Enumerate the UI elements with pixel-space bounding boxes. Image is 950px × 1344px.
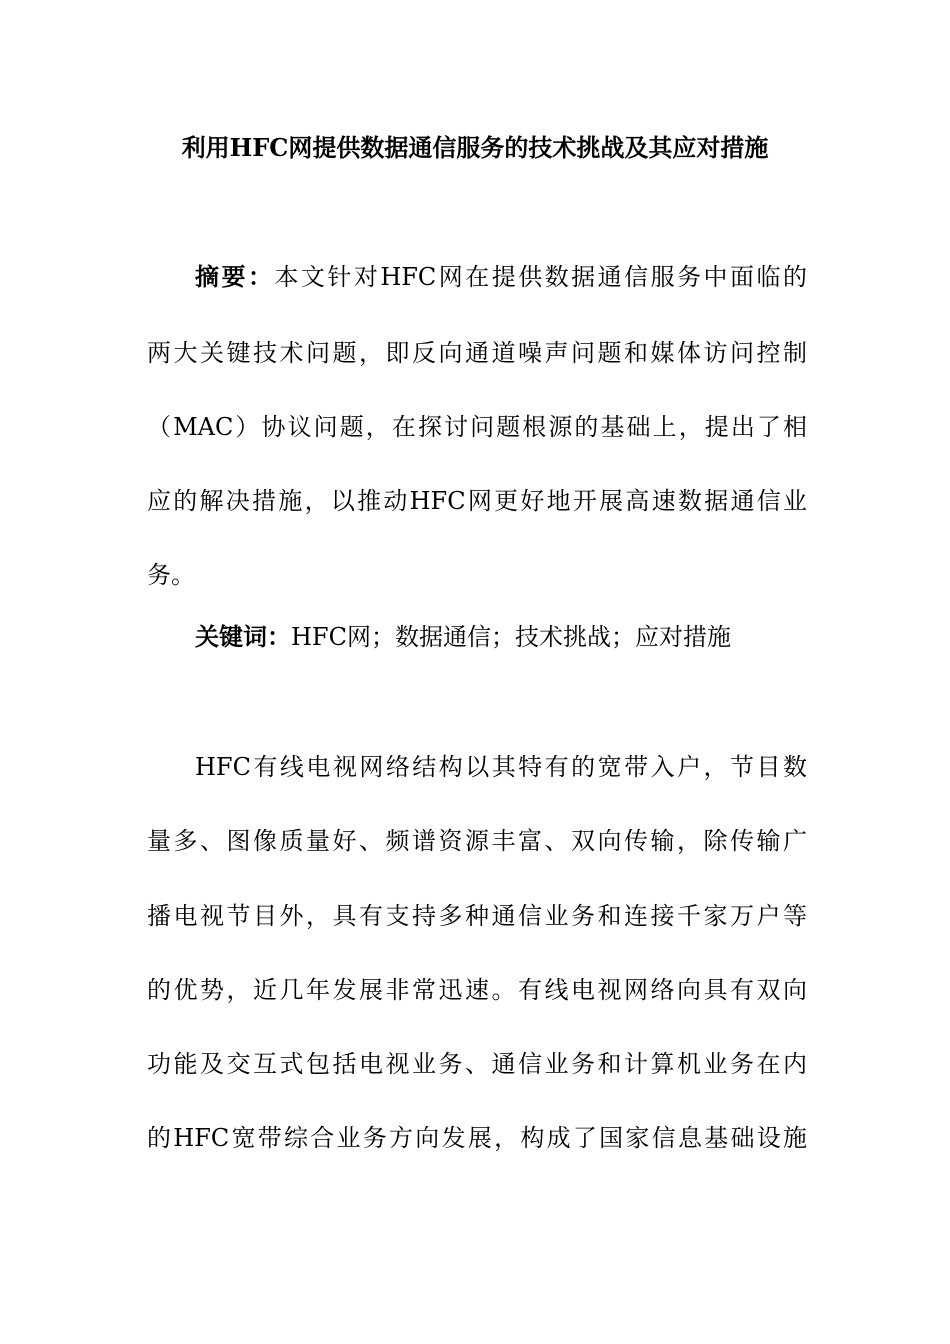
body-line-6: 的HFC宽带综合业务方向发展，构成了国家信息基础设施 bbox=[147, 1124, 807, 1152]
abstract-line-2: 两大关键技术问题，即反向通道噪声问题和媒体访问控制 bbox=[147, 339, 807, 367]
abstract-text-1: 本文针对HFC网在提供数据通信服务中面临的 bbox=[274, 263, 807, 291]
abstract-line-3: （MAC）协议问题，在探讨问题根源的基础上，提出了相 bbox=[147, 413, 807, 441]
keywords-label: 关键词： bbox=[195, 622, 291, 651]
body-line-1: HFC有线电视网络结构以其特有的宽带入户，节目数 bbox=[195, 753, 807, 781]
keywords-line bbox=[195, 617, 807, 657]
abstract-line-5: 务。 bbox=[147, 561, 195, 589]
keywords-text: HFC网；数据通信；技术挑战；应对措施 bbox=[291, 623, 731, 651]
document-title: 利用HFC网提供数据通信服务的技术挑战及其应对措施 bbox=[181, 133, 769, 162]
body-line-3: 播电视节目外，具有支持多种通信业务和连接千家万户等 bbox=[147, 902, 807, 930]
abstract-label: 摘要： bbox=[195, 262, 275, 291]
body-line-2: 量多、图像质量好、频谱资源丰富、双向传输，除传输广 bbox=[147, 827, 807, 855]
abstract-line-4: 应的解决措施，以推动HFC网更好地开展高速数据通信业 bbox=[147, 487, 807, 515]
abstract-line-1 bbox=[195, 257, 807, 297]
body-line-4: 的优势，近几年发展非常迅速。有线电视网络向具有双向 bbox=[147, 976, 807, 1004]
body-line-5: 功能及交互式包括电视业务、通信业务和计算机业务在内 bbox=[147, 1050, 807, 1078]
